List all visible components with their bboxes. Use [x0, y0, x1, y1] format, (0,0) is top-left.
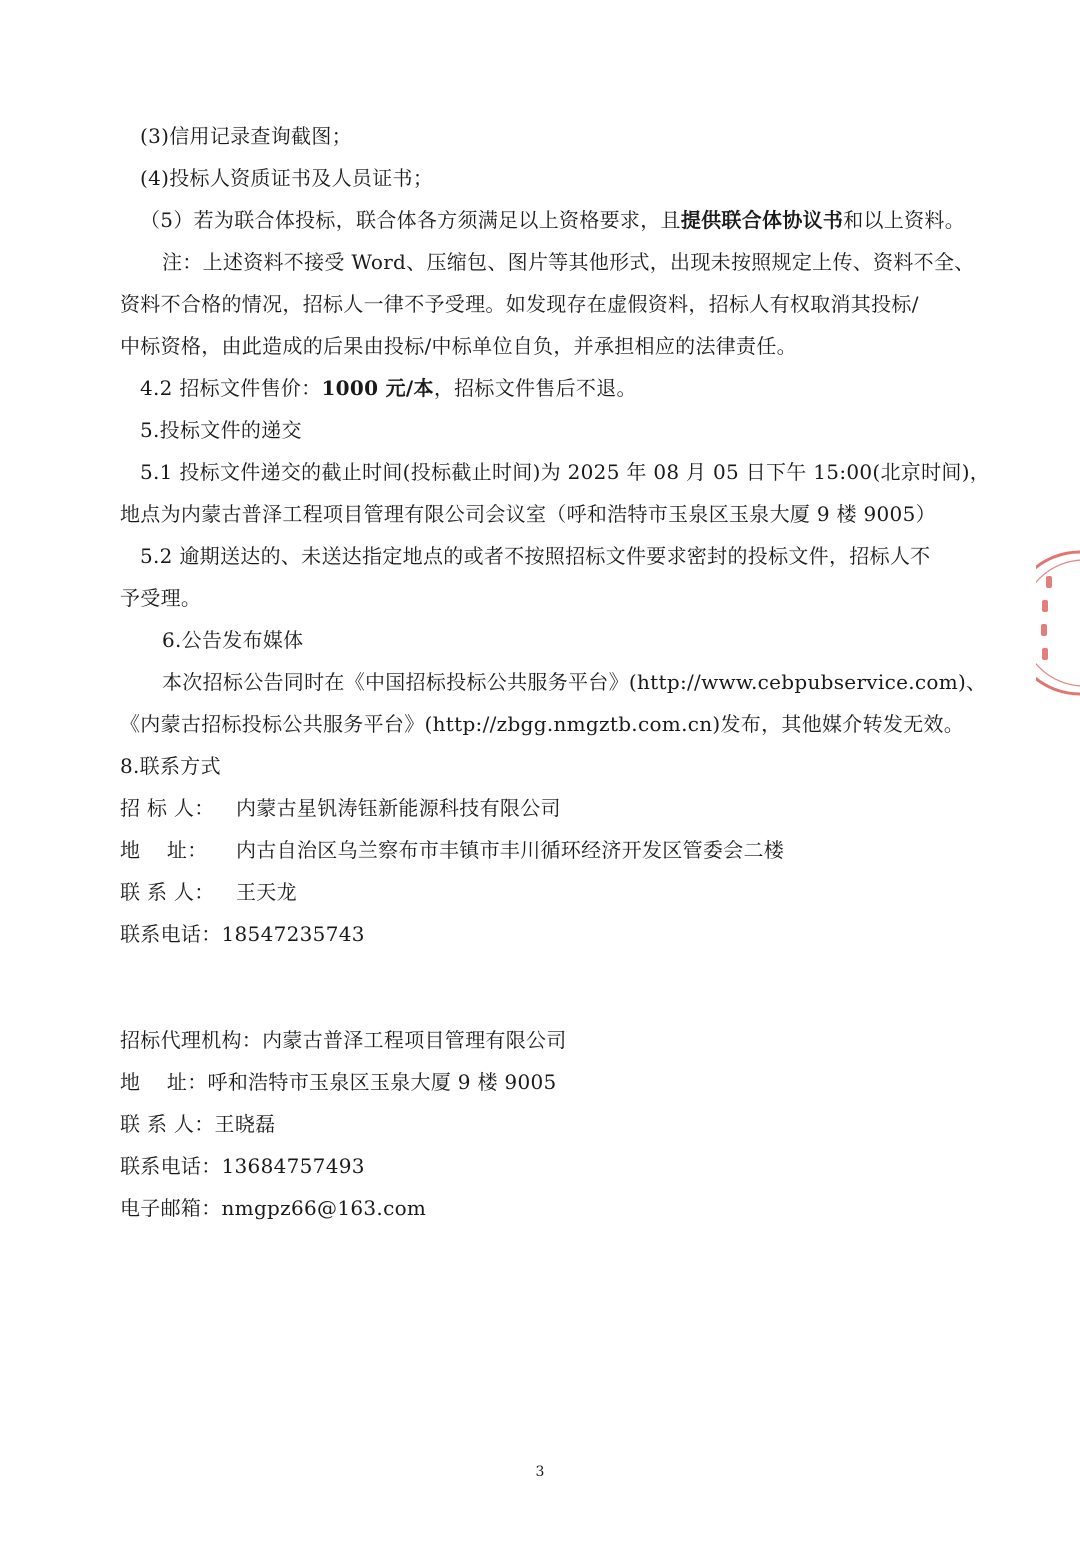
- tenderer-address-label: 地 址：: [120, 838, 208, 862]
- media-line-1: 本次招标公告同时在《中国招标投标公共服务平台》(http://www.cebpubservice.com)、: [162, 670, 987, 694]
- agency-name: 内蒙古普泽工程项目管理有限公司: [262, 1028, 567, 1052]
- media-line-2: 《内蒙古招标投标公共服务平台》(http://zbgg.nmgztb.com.cn)发布，其他媒介转发无效。: [120, 712, 965, 736]
- seal-stamp-icon: [1036, 548, 1080, 698]
- consortium-agreement-bold: 提供联合体协议书: [680, 208, 844, 232]
- tenderer-contact-label: 联 系 人：: [120, 880, 215, 904]
- tenderer-name-row: [120, 794, 561, 822]
- agency-contact: 王晓磊: [214, 1112, 276, 1136]
- agency-email-label: 电子邮箱：: [120, 1196, 222, 1220]
- deadline-line-2: 地点为内蒙古普泽工程项目管理有限公司会议室（呼和浩特市玉泉区玉泉大厦 9 楼 9005）: [120, 502, 936, 526]
- tenderer-phone-row: [120, 920, 365, 948]
- agency-address: 呼和浩特市玉泉区玉泉大厦 9 楼 9005: [207, 1070, 557, 1094]
- late-submission-line-2: 予受理。: [120, 586, 202, 610]
- agency-contact-label: 联 系 人：: [120, 1112, 215, 1136]
- note-line-1: 注：上述资料不接受 Word、压缩包、图片等其他形式，出现未按照规定上传、资料不全、: [162, 250, 975, 274]
- price-note: ，招标文件售后不退。: [433, 376, 637, 400]
- tenderer-contact-row: [120, 878, 297, 906]
- agency-contact-row: [120, 1110, 275, 1138]
- item-consortium: [140, 206, 965, 234]
- tenderer-name-label: 招 标 人：: [120, 796, 215, 820]
- agency-phone: 13684757493: [221, 1154, 365, 1178]
- item-credit-record: (3)信用记录查询截图；: [140, 124, 352, 148]
- agency-address-label: 地 址：: [120, 1070, 208, 1094]
- tenderer-phone-label: 联系电话：: [120, 922, 222, 946]
- item-qualification-cert: (4)投标人资质证书及人员证书；: [140, 166, 434, 190]
- deadline-line-1: 5.1 投标文件递交的截止时间(投标截止时间)为 2025 年 08 月 05 日下午 15:00(北京时间)，: [140, 460, 991, 484]
- section-heading-contact: 8.联系方式: [120, 754, 221, 778]
- section-heading-submission: 5.投标文件的递交: [140, 418, 302, 442]
- agency-email: nmgpz66@163.com: [221, 1196, 427, 1220]
- note-line-3: 中标资格，由此造成的后果由投标/中标单位自负，并承担相应的法律责任。: [120, 334, 797, 358]
- note-line-2: 资料不合格的情况，招标人一律不予受理。如发现存在虚假资料，招标人有权取消其投标/: [120, 292, 919, 316]
- price-value: 1000 元/本: [321, 376, 434, 400]
- page-number: 3: [535, 1464, 545, 1480]
- agency-name-row: [120, 1026, 567, 1054]
- tenderer-contact: 王天龙: [236, 880, 297, 904]
- tenderer-address: 内古自治区乌兰察布市丰镇市丰川循环经济开发区管委会二楼: [236, 838, 785, 862]
- late-submission-line-1: 5.2 逾期送达的、未送达指定地点的或者不按照招标文件要求密封的投标文件，招标人不: [140, 544, 931, 568]
- tenderer-address-row: [120, 836, 784, 864]
- agency-email-row: [120, 1194, 426, 1222]
- agency-phone-row: [120, 1152, 365, 1180]
- agency-name-label: 招标代理机构：: [120, 1028, 263, 1052]
- tenderer-phone: 18547235743: [221, 922, 365, 946]
- section-heading-media: 6.公告发布媒体: [162, 628, 304, 652]
- tenderer-name: 内蒙古星钒涛钰新能源科技有限公司: [236, 796, 561, 820]
- price-line: [140, 374, 637, 402]
- price-label: 4.2 招标文件售价：: [140, 376, 322, 400]
- agency-phone-label: 联系电话：: [120, 1154, 222, 1178]
- consortium-text-a: （5）若为联合体投标，联合体各方须满足以上资格要求，且: [140, 208, 681, 232]
- agency-address-row: [120, 1068, 557, 1096]
- consortium-text-c: 和以上资料。: [843, 208, 966, 232]
